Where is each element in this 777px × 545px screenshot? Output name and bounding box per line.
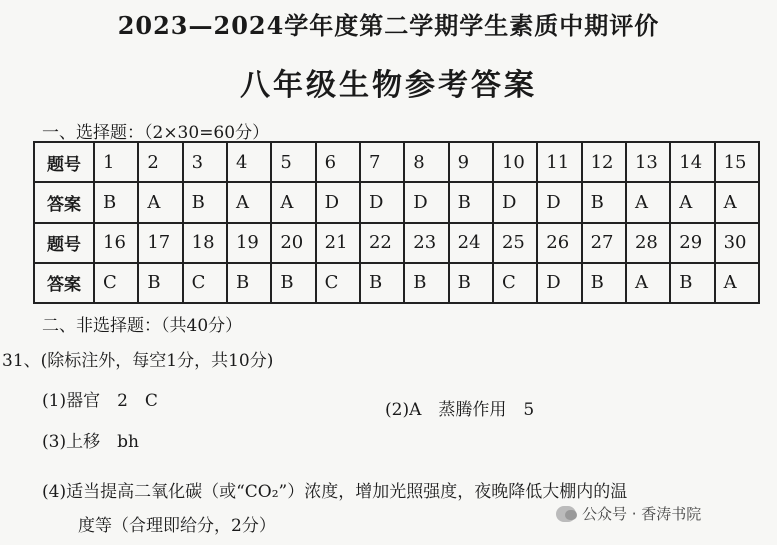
q31-part3: (3)上移 bh xyxy=(42,432,139,452)
answer-cell: C xyxy=(316,263,360,303)
answer-cell: B xyxy=(449,263,493,303)
number-row xyxy=(34,142,759,182)
answer-cell: B xyxy=(670,263,714,303)
watermark xyxy=(556,503,701,524)
wechat-icon xyxy=(556,506,576,522)
answer-cell: A xyxy=(138,182,182,222)
answer-cell: A xyxy=(626,182,670,222)
answer-cell: B xyxy=(582,182,626,222)
q31-part4-line1: (4)适当提高二氧化碳（或“CO₂”）浓度，增加光照强度，夜晚降低大棚内的温 xyxy=(42,482,628,502)
answer-cell: C xyxy=(94,263,138,303)
answer-cell: B xyxy=(94,182,138,222)
question-number-cell: 18 xyxy=(183,223,227,263)
row-label-answer: 答案 xyxy=(34,182,94,222)
question-number-cell: 22 xyxy=(360,223,404,263)
answer-cell: B xyxy=(271,263,315,303)
question-number-cell: 25 xyxy=(493,223,537,263)
question-number-cell: 23 xyxy=(404,223,448,263)
question-number-cell: 17 xyxy=(138,223,182,263)
question-number-cell: 13 xyxy=(626,142,670,182)
number-row xyxy=(34,223,759,263)
exam-title: 2023—2024学年度第二学期学生素质中期评价 xyxy=(117,11,660,40)
q31-part4-line2: 度等（合理即给分，2分） xyxy=(78,516,276,536)
question-number-cell: 8 xyxy=(404,142,448,182)
question-number-cell: 21 xyxy=(316,223,360,263)
question-number-cell: 29 xyxy=(670,223,714,263)
section2-heading: 二、非选择题：（共40分） xyxy=(42,316,243,336)
row-label-number: 题号 xyxy=(34,142,94,182)
question-number-cell: 5 xyxy=(271,142,315,182)
answer-cell: A xyxy=(271,182,315,222)
answer-cell: B xyxy=(582,263,626,303)
answer-cell: B xyxy=(183,182,227,222)
answer-cell: B xyxy=(449,182,493,222)
question-number-cell: 24 xyxy=(449,223,493,263)
watermark-text: 公众号 · 香涛书院 xyxy=(582,505,702,523)
answer-cell: B xyxy=(138,263,182,303)
answer-cell: A xyxy=(227,182,271,222)
answer-cell: D xyxy=(404,182,448,222)
answer-row xyxy=(34,263,759,303)
row-label-number: 题号 xyxy=(34,223,94,263)
question-number-cell: 12 xyxy=(582,142,626,182)
question-number-cell: 9 xyxy=(449,142,493,182)
question-number-cell: 3 xyxy=(183,142,227,182)
answer-cell: D xyxy=(316,182,360,222)
question-number-cell: 26 xyxy=(537,223,581,263)
answer-cell: A xyxy=(715,182,759,222)
answer-cell: C xyxy=(493,263,537,303)
question-number-cell: 7 xyxy=(360,142,404,182)
row-label-answer: 答案 xyxy=(34,263,94,303)
question-31-heading: 31、(除标注外，每空1分，共10分) xyxy=(2,351,274,371)
answer-cell: D xyxy=(537,263,581,303)
answer-cell: C xyxy=(183,263,227,303)
q31-part2: (2)A 蒸腾作用 5 xyxy=(385,400,535,420)
question-number-cell: 10 xyxy=(493,142,537,182)
answer-cell: D xyxy=(360,182,404,222)
answer-cell: B xyxy=(227,263,271,303)
question-number-cell: 20 xyxy=(271,223,315,263)
question-number-cell: 28 xyxy=(626,223,670,263)
q31-part1: (1)器官 2 C xyxy=(42,391,158,411)
answer-cell: B xyxy=(404,263,448,303)
question-number-cell: 6 xyxy=(316,142,360,182)
question-number-cell: 1 xyxy=(94,142,138,182)
answer-table xyxy=(33,141,760,304)
answer-row xyxy=(34,182,759,222)
answer-cell: A xyxy=(626,263,670,303)
question-number-cell: 14 xyxy=(670,142,714,182)
section1-heading: 一、选择题：（2×30=60分） xyxy=(42,123,270,143)
question-number-cell: 2 xyxy=(138,142,182,182)
answer-cell: A xyxy=(670,182,714,222)
answer-key-title: 八年级生物参考答案 xyxy=(240,68,537,103)
question-number-cell: 16 xyxy=(94,223,138,263)
question-number-cell: 27 xyxy=(582,223,626,263)
answer-cell: D xyxy=(493,182,537,222)
question-number-cell: 11 xyxy=(537,142,581,182)
question-number-cell: 4 xyxy=(227,142,271,182)
question-number-cell: 15 xyxy=(715,142,759,182)
answer-cell: D xyxy=(537,182,581,222)
answer-cell: B xyxy=(360,263,404,303)
question-number-cell: 30 xyxy=(715,223,759,263)
answer-cell: A xyxy=(715,263,759,303)
question-number-cell: 19 xyxy=(227,223,271,263)
